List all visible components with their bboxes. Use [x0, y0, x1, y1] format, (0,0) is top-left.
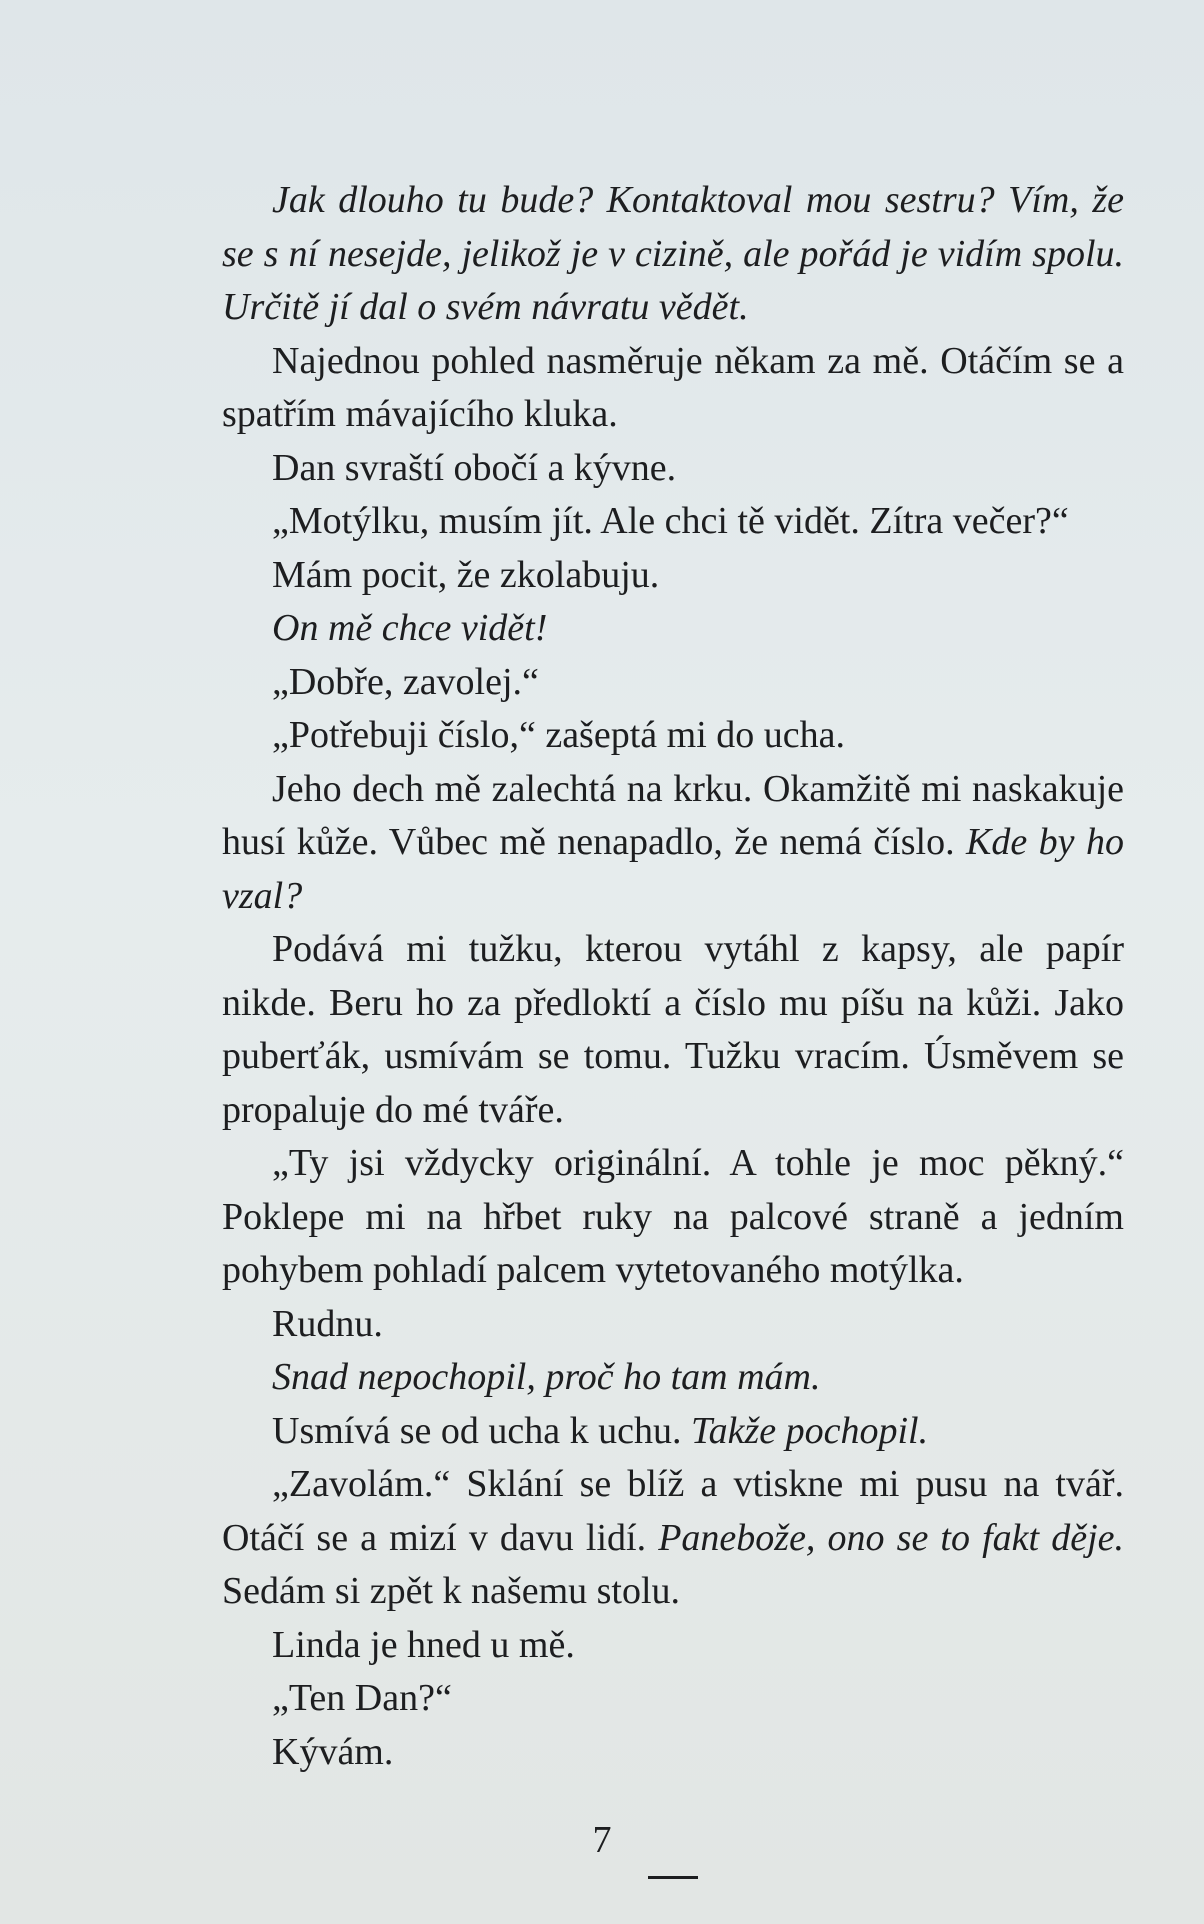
text-run: Rudnu. — [272, 1302, 383, 1345]
italic-text: Jak dlouho tu bude? Kontaktoval mou sestru? Vím, že se s ní nesejde, jelikož je v cizině, ale pořád je vidím spolu. Určitě jí dal o svém návratu vědět. — [222, 179, 1124, 328]
text-run: Najednou pohled nasměruje někam za mě. Otáčím se a spatřím mávajícího kluka. — [222, 339, 1124, 435]
paragraph — [222, 656, 1124, 710]
text-run: „Zavolám.“ Sklání se blíž a vtiskne mi pusu na tvář. Otáčí se a mizí v davu lidí. — [222, 1463, 1124, 1559]
paragraph — [222, 442, 1124, 496]
text-run: „Ten Dan?“ — [272, 1677, 452, 1719]
paragraph — [222, 1458, 1124, 1619]
paragraph — [222, 602, 1124, 656]
italic-text: On mě chce vidět! — [272, 607, 548, 649]
paragraph — [222, 174, 1124, 335]
text-run: Podává mi tužku, kterou vytáhl z kapsy, ale papír nikde. Beru ho za předloktí a číslo mu píšu na kůži. Jako puberťák, usmívám se tomu. Tužku vracím. Úsměvem se propaluje do mé tváře. — [222, 928, 1124, 1131]
paragraph — [222, 1405, 1124, 1459]
paragraph — [222, 923, 1124, 1137]
body-text — [222, 174, 1124, 1779]
italic-text: Snad nepochopil, proč ho tam mám. — [272, 1356, 821, 1398]
italic-text: Kde by ho vzal? — [222, 821, 1124, 917]
paragraph — [222, 1726, 1124, 1780]
text-run: Dan svraští obočí a kývne. — [272, 446, 677, 489]
page-number: 7 — [592, 1819, 612, 1861]
text-run: Kývám. — [272, 1730, 394, 1773]
italic-text: Takže pochopil. — [690, 1409, 929, 1452]
text-run: Linda je hned u mě. — [272, 1623, 575, 1666]
paragraph — [222, 335, 1124, 442]
paragraph — [222, 1298, 1124, 1352]
paragraph — [222, 1351, 1124, 1405]
paragraph — [222, 709, 1124, 763]
paragraph — [222, 763, 1124, 924]
page-number-rule — [648, 1876, 698, 1879]
text-run: „Ty jsi vždycky originální. A tohle je moc pěkný.“ Poklepe mi na hřbet ruky na palcové straně a jedním pohybem pohladí palcem vytetovaného motýlka. — [222, 1142, 1124, 1291]
text-run: Usmívá se od ucha k uchu. — [272, 1409, 691, 1452]
italic-text: Panebože, ono se to fakt děje. — [658, 1516, 1124, 1559]
text-run: „Potřebuji číslo,“ zašeptá mi do ucha. — [272, 714, 845, 756]
text-run: „Dobře, zavolej.“ — [272, 660, 539, 703]
text-run: Mám pocit, že zkolabuju. — [272, 553, 660, 596]
paragraph — [222, 1672, 1124, 1726]
text-run: Jeho dech mě zalechtá na krku. Okamžitě mi naskakuje husí kůže. Vůbec mě nenapadlo, že nemá číslo. — [222, 767, 1124, 863]
paragraph — [222, 1137, 1124, 1298]
paragraph — [222, 1619, 1124, 1673]
paragraph — [222, 549, 1124, 603]
text-run: „Motýlku, musím jít. Ale chci tě vidět. Zítra večer?“ — [272, 500, 1069, 542]
paragraph — [222, 495, 1124, 549]
text-run: Sedám si zpět k našemu stolu. — [222, 1570, 681, 1612]
